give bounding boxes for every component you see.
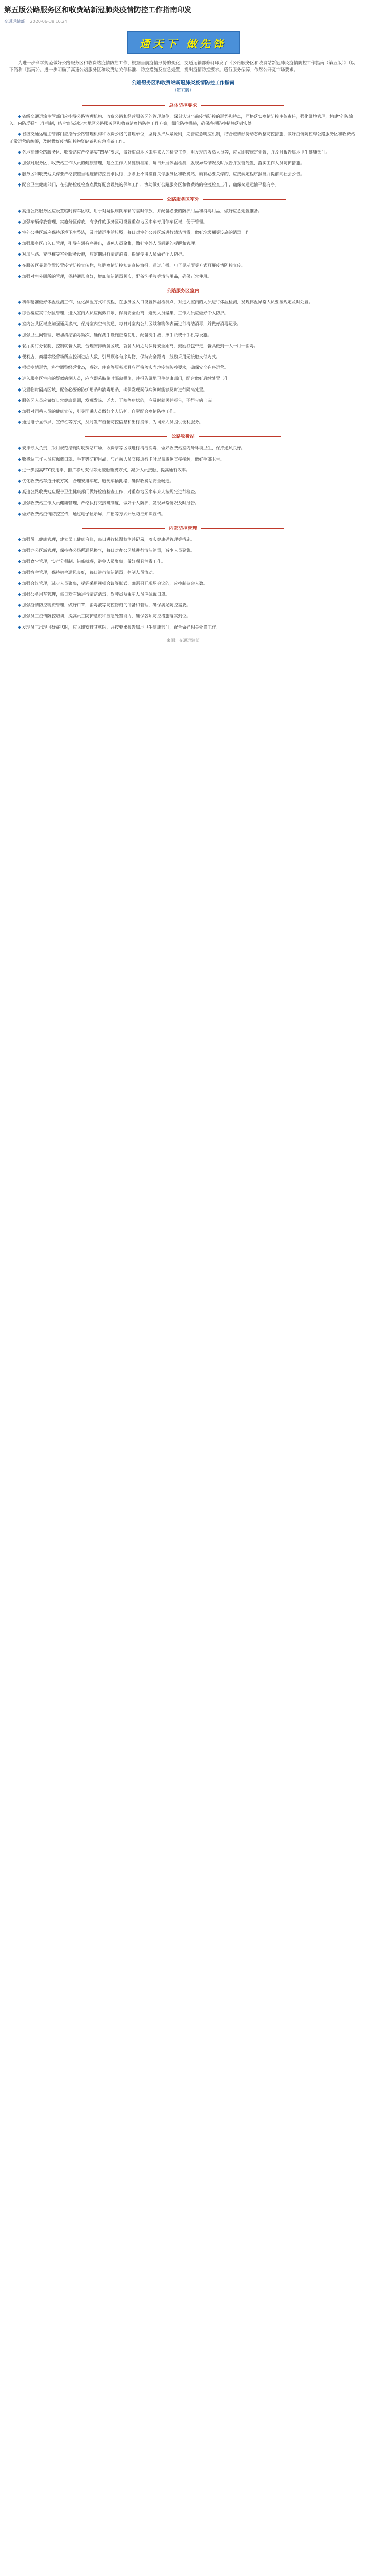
section-heading xyxy=(4,287,362,294)
body-paragraph xyxy=(9,445,357,451)
diamond-bullet-icon: ◆ xyxy=(18,489,21,495)
heading-rule-right xyxy=(199,436,281,437)
paragraph-text: 加强收费站工作人员健康管理，严格执行交接班制度，做好个人防护，发现异常情况及时报告。 xyxy=(22,500,199,505)
diamond-bullet-icon: ◆ xyxy=(18,536,21,542)
section-heading xyxy=(4,196,362,202)
paragraph-text: 加强员工疫情防控培训，提高员工防护意识和应急处置能力，确保各项防控措施落实到位。 xyxy=(22,613,191,619)
paragraph-text: 加强食堂管理，实行分餐制、错峰就餐，避免人员聚集，做好餐具消毒工作。 xyxy=(22,558,166,564)
diamond-bullet-icon: ◆ xyxy=(18,171,21,177)
body-paragraph xyxy=(9,624,357,631)
body-paragraph xyxy=(9,613,357,619)
body-paragraph xyxy=(9,602,357,608)
paragraph-text: 根据疫情形势，科学调整经营业态，餐饮、住宿等服务项目应严格落实当地疫情防控要求，确保安全有序运营。 xyxy=(22,365,229,370)
article-title: 第五版公路服务区和收费站新冠肺炎疫情防控工作指南印发 xyxy=(4,6,191,14)
diamond-bullet-icon: ◆ xyxy=(18,500,21,505)
body-paragraph xyxy=(9,500,357,506)
section-heading-text: 内部防控管理 xyxy=(169,526,197,531)
paragraph-text: 优化收费站车道开放方案，合理安排车道，避免车辆拥堵，确保收费站安全畅通。 xyxy=(22,478,174,484)
paragraph-text: 加强宿舍管理，保持宿舍通风良好，每日进行清洁消毒，控制人员流动。 xyxy=(22,569,157,575)
body-paragraph xyxy=(9,343,357,349)
diamond-bullet-icon: ◆ xyxy=(18,354,21,360)
paragraph-text: 各地高速公路服务区、收费站应严格落实“四早”要求，做好重点地区来车来人的检查工作，对发现的发热人员等，应立即按规定处置，并及时报告属地卫生健康部门。 xyxy=(22,149,330,155)
paragraph-text: 服务区和收费站关停要严格按照当地疫情防控要求执行，原则上不得擅自关停服务区和收费站，确有必要关停的，应按规定程序报批并提前向社会公告。 xyxy=(22,171,305,177)
paragraph-text: 通过电子显示屏、宣传栏等方式，及时发布疫情防控信息和出行提示，为司乘人员提供便利服务。 xyxy=(22,419,203,425)
body-paragraph xyxy=(9,456,357,463)
diamond-bullet-icon: ◆ xyxy=(18,241,21,246)
paragraph-text: 省级交通运输主管部门应指导公路管理机构、收费公路和经营服务区的管理单位，深刻认识当前疫情防控的形势和特点，严格落实疫情防控主体责任，强化属地管理，构建“外防输入、内防反弹”工作机制，结合实际制定本地区公路服务区和收费站疫情防控工作方案，细化防控措施，确保各项防控措施落到实处。 xyxy=(9,114,353,126)
body-paragraph xyxy=(9,375,357,382)
article-meta xyxy=(4,19,362,24)
diamond-bullet-icon: ◆ xyxy=(18,131,21,137)
body-paragraph xyxy=(9,240,357,247)
heading-rule-left xyxy=(82,528,165,529)
heading-rule-left xyxy=(82,105,165,106)
diamond-bullet-icon: ◆ xyxy=(18,580,21,586)
diamond-bullet-icon: ◆ xyxy=(18,613,21,619)
section-heading-text: 公路服务区室外 xyxy=(166,197,199,202)
paragraph-text: 安排专人负责，采用规范措施对收费站广场、收费亭等区域进行清洁消毒，做好收费站室内外环境卫生，保持通风良好。 xyxy=(22,445,246,451)
body-paragraph xyxy=(9,251,357,258)
diamond-bullet-icon: ◆ xyxy=(18,365,21,370)
body-paragraph xyxy=(9,408,357,415)
diamond-bullet-icon: ◆ xyxy=(18,160,21,166)
body-paragraph xyxy=(9,273,357,280)
diamond-bullet-icon: ◆ xyxy=(18,321,21,327)
body-paragraph xyxy=(9,547,357,554)
body-paragraph xyxy=(9,208,357,214)
diamond-bullet-icon: ◆ xyxy=(18,114,21,119)
paragraph-text: 科学精准做好体温检测工作，优化测温方式和流程，在服务区入口设置体温检测点，对进入室内的人员进行体温检测，发现体温异常人员要按规定及时处置。 xyxy=(22,299,313,305)
body-paragraph xyxy=(9,332,357,338)
section-heading-text: 公路收费站 xyxy=(171,434,195,440)
paragraph-text: 高速公路服务区应设置临时停车区域，用于对疑似病例车辆的临时停放，并配备必要的防护用品和消毒用品，做好应急处置准备。 xyxy=(22,208,263,213)
paragraph-text: 加强服务区出入口管理，引导车辆有序进出，避免人员聚集，做好室外人员间距的提醒和管理。 xyxy=(22,241,199,246)
body-paragraph xyxy=(9,386,357,393)
body-paragraph xyxy=(9,299,357,306)
paragraph-text: 服务区人员应做好日常健康监测，发现发热、乏力、干咳等症状的，应及时就医并报告，不得带病上岗。 xyxy=(22,397,216,403)
diamond-bullet-icon: ◆ xyxy=(18,602,21,608)
document-title-text: 公路服务区和收费站新冠肺炎疫情防控工作指南 xyxy=(131,80,235,86)
banner-text: 通天下 做先锋 xyxy=(140,37,226,50)
paragraph-text: 对加油站、充电桩等室外服务设施，应定期进行清洁消毒，提醒使用人员做好个人防护。 xyxy=(22,251,187,257)
paragraph-text: 进一步提高ETC使用率，推广移动支付等无接触缴费方式，减少人员接触，提高通行效率。 xyxy=(22,467,190,472)
paragraph-text: 室外公共区域应保持环境卫生整洁，及时清运生活垃圾，每日对室外公共区域进行清洁消毒，做好垃圾桶等设施的消毒工作。 xyxy=(22,230,254,235)
body-paragraph xyxy=(9,149,357,156)
body-paragraph xyxy=(9,181,357,188)
paragraph-text: 加强员工健康管理，建立员工健康台账，每日进行体温检测并记录，落实健康码管理等措施。 xyxy=(22,536,195,542)
paragraph-text: 综合楼应实行分区管理，进入室内人员应佩戴口罩，保持安全距离，避免人员聚集，工作人员应做好个人防护。 xyxy=(22,310,229,316)
section-heading xyxy=(4,101,362,108)
diamond-bullet-icon: ◆ xyxy=(18,273,21,279)
paragraph-text: 加强办公区域管理，保持办公场所通风换气，每日对办公区域进行清洁消毒，减少人员聚集。 xyxy=(22,548,195,553)
diamond-bullet-icon: ◆ xyxy=(18,558,21,564)
paragraph-text: 加强对司乘人员的健康宣传，引导司乘人员做好个人防护，自觉配合疫情防控工作。 xyxy=(22,409,178,414)
body-paragraph xyxy=(9,310,357,316)
slogan-banner xyxy=(127,31,240,54)
article-page xyxy=(0,0,366,650)
body-paragraph xyxy=(9,218,357,225)
paragraph-text: 加强对服务区、收费站工作人员的健康管理，建立工作人员健康档案，每日开展体温检测，发现异常情况及时报告并妥善处置，落实工作人员防护措施。 xyxy=(22,160,305,166)
diamond-bullet-icon: ◆ xyxy=(18,445,21,451)
body-paragraph xyxy=(9,558,357,565)
diamond-bullet-icon: ◆ xyxy=(18,409,21,414)
paragraph-text: 进入服务区室内的疑似病例人员，应立即采取临时隔离措施，并报告属地卫生健康部门，配合做好后续处置工作。 xyxy=(22,376,233,381)
body-paragraph xyxy=(9,229,357,236)
paragraph-text: 加强会议管理，减少人员聚集，提倡采用视频会议等形式，确需召开现场会议的，应控制参会人数。 xyxy=(22,580,207,586)
heading-rule-left xyxy=(80,199,163,200)
heading-rule-left xyxy=(85,436,167,437)
document-title xyxy=(4,80,362,94)
paragraph-text: 高速公路收费站应配合卫生健康部门做好检疫检查工作，对重点地区来车来人按规定进行检查。 xyxy=(22,489,199,495)
paragraph-text: 餐厅实行分餐制，控制就餐人数，合理安排就餐区域，就餐人员之间保持安全距离，鼓励打包带走，餐具做到一人一用一消毒。 xyxy=(22,343,258,348)
paragraph-text: 省级交通运输主管部门应指导公路管理机构和收费公路的管理单位，坚持从严从紧原则，完善应急响应机制，结合疫情形势动态调整防控措施，做好疫情防控与公路服务区和收费站正常运营的统筹，及时做好疫情防控物资储备和应急准备工作。 xyxy=(9,131,355,144)
section-heading-text: 公路服务区室内 xyxy=(166,289,199,294)
diamond-bullet-icon: ◆ xyxy=(18,467,21,472)
paragraph-text: 做好收费站疫情防控宣传，通过电子显示屏、广播等方式开展防控知识宣传。 xyxy=(22,511,166,516)
article-date: 2020-06-18 10:24 xyxy=(30,19,67,24)
diamond-bullet-icon: ◆ xyxy=(18,376,21,381)
body-paragraph xyxy=(9,511,357,517)
body-paragraph xyxy=(9,131,357,144)
heading-rule-right xyxy=(201,105,284,106)
paragraph-text: 便利店、商超等经营场所应控制进店人数，引导顾客有序购物，保持安全距离，鼓励采用无接触支付方式。 xyxy=(22,354,220,360)
body-paragraph xyxy=(9,397,357,404)
diamond-bullet-icon: ◆ xyxy=(18,569,21,575)
diamond-bullet-icon: ◆ xyxy=(18,182,21,188)
diamond-bullet-icon: ◆ xyxy=(18,251,21,257)
body-paragraph xyxy=(9,467,357,473)
paragraph-text: 加强对室外厕所的管理，保持通风良好，增加清洁消毒频次，配备洗手液等清洁用品，确保正常使用。 xyxy=(22,273,212,279)
paragraph-text: 室内公共区域应加强通风换气，保持室内空气流通，每日对室内公共区域和物体表面进行清洁消毒，并做好消毒记录。 xyxy=(22,321,241,327)
diamond-bullet-icon: ◆ xyxy=(18,299,21,305)
diamond-bullet-icon: ◆ xyxy=(18,332,21,337)
section-heading-text: 总体防控要求 xyxy=(169,103,197,108)
article-source: 来源：交通运输部 xyxy=(166,638,200,643)
intro-paragraph: 为进一步科学规范做好公路服务区和收费站疫情防控工作，根据当前疫情形势的变化，交通运输部修订印发了《公路服务区和收费站新冠肺炎疫情防控工作指南（第五版）》（以下简称《指南》）。进一步明确了高速公路服务区和收费站关停标准、防控措施及应急处置，提出疫情防控要求。通行服务保障，依然公开竞市场要求。 xyxy=(9,61,355,73)
body-paragraph xyxy=(9,591,357,598)
paragraph-text: 加强卫生间管理，增加清洁消毒频次，确保洗手设施正常使用，配备洗手液、擦手纸或干手机等设施。 xyxy=(22,332,212,337)
body-paragraph xyxy=(9,160,357,166)
body-paragraph xyxy=(9,113,357,127)
diamond-bullet-icon: ◆ xyxy=(18,624,21,630)
diamond-bullet-icon: ◆ xyxy=(18,397,21,403)
diamond-bullet-icon: ◆ xyxy=(18,456,21,462)
body-paragraph xyxy=(9,569,357,576)
diamond-bullet-icon: ◆ xyxy=(18,343,21,348)
diamond-bullet-icon: ◆ xyxy=(18,262,21,268)
diamond-bullet-icon: ◆ xyxy=(18,149,21,155)
body-paragraph xyxy=(9,488,357,495)
paragraph-text: 收费站工作人员应佩戴口罩、手套等防护用品，与司乘人员交接通行卡时尽量避免直接接触，做好手部卫生。 xyxy=(22,456,224,462)
diamond-bullet-icon: ◆ xyxy=(18,386,21,392)
diamond-bullet-icon: ◆ xyxy=(18,230,21,235)
heading-rule-right xyxy=(203,199,286,200)
document-edition: （第五版） xyxy=(172,88,194,93)
diamond-bullet-icon: ◆ xyxy=(18,310,21,316)
body-paragraph xyxy=(9,262,357,269)
paragraph-text: 在服务区显著位置设置疫情防控宣传栏，张贴疫情防控知识宣传海报，通过广播、电子显示屏等方式开展疫情防控宣传。 xyxy=(22,262,246,268)
paragraph-text: 加强车辆停放管理，实施分区停放，有条件的服务区可设置重点地区来车专用停车区域，便于管理。 xyxy=(22,218,207,224)
body-paragraph xyxy=(9,536,357,543)
article-author-link[interactable]: 交通运输部 xyxy=(4,19,25,24)
body-paragraph xyxy=(9,364,357,371)
diamond-bullet-icon: ◆ xyxy=(18,591,21,597)
section-heading xyxy=(4,524,362,531)
diamond-bullet-icon: ◆ xyxy=(18,208,21,213)
body-paragraph xyxy=(9,478,357,484)
body-paragraph xyxy=(9,353,357,360)
body-paragraph xyxy=(9,320,357,327)
diamond-bullet-icon: ◆ xyxy=(18,511,21,516)
diamond-bullet-icon: ◆ xyxy=(18,218,21,224)
body-paragraph xyxy=(9,171,357,177)
paragraph-text: 发现员工出现可疑症状时，应立即安排其就医，并按要求报告属地卫生健康部门，配合做好相关处置工作。 xyxy=(22,624,220,630)
heading-rule-right xyxy=(201,528,284,529)
diamond-bullet-icon: ◆ xyxy=(18,548,21,553)
document-body xyxy=(4,101,362,631)
paragraph-text: 加强疫情防控物资管理，做好口罩、消毒液等防控物资的储备和管理，确保满足防控需要。 xyxy=(22,602,191,608)
section-heading xyxy=(4,433,362,439)
diamond-bullet-icon: ◆ xyxy=(18,419,21,425)
body-paragraph xyxy=(9,419,357,426)
body-paragraph xyxy=(9,580,357,587)
diamond-bullet-icon: ◆ xyxy=(18,478,21,484)
paragraph-text: 加强公务用车管理，每日对车辆进行清洁消毒，驾驶员及乘车人员应佩戴口罩。 xyxy=(22,591,170,597)
paragraph-text: 设置临时隔离区域，配备必要的防护用品和消毒用品，确保发现疑似病例时能够及时进行隔离处置。 xyxy=(22,386,207,392)
paragraph-text: 配合卫生健康部门，在公路检疫检查点做好配套设施的保障工作，协助做好公路服务区和收费站的检疫检查工作，确保交通运输平稳有序。 xyxy=(22,182,280,188)
